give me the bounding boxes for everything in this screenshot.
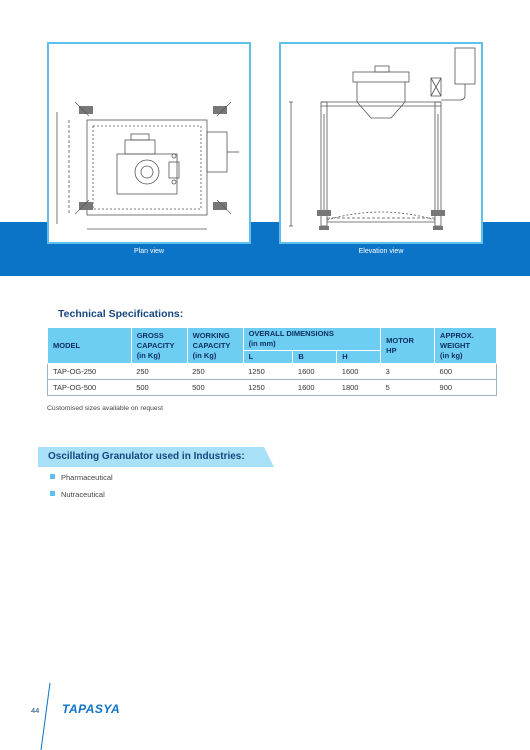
- industries-title: Oscillating Granulator used in Industries:: [48, 451, 245, 462]
- header-h: H: [337, 351, 381, 364]
- header-motor-hp: [381, 328, 435, 364]
- table-row: [48, 380, 497, 396]
- customised-sizes-note: Customised sizes available on request: [47, 405, 163, 412]
- elevation-view-caption: Elevation view: [358, 248, 404, 255]
- page-number: 44: [31, 706, 40, 715]
- header-motor-line-1: MOTOR: [386, 335, 414, 345]
- header-working-line-2: CAPACITY: [192, 340, 231, 350]
- industry-label: Pharmaceutical: [61, 473, 113, 482]
- header-working-line-3: (in Kg): [192, 350, 217, 360]
- cell-weight: 600: [435, 364, 497, 380]
- header-motor-line-2: HP: [386, 345, 397, 355]
- plan-view-illustration: [49, 44, 249, 242]
- header-b: B: [293, 351, 337, 364]
- header-gross-line-1: GROSS: [136, 330, 164, 340]
- header-weight-line-1: APPROX.: [440, 330, 474, 340]
- header-gross-line-2: CAPACITY: [136, 340, 175, 350]
- specs-header-row-1: [48, 328, 497, 351]
- header-approx-weight: [435, 328, 497, 364]
- cell-l: 1250: [243, 380, 293, 396]
- cell-working: 500: [187, 380, 243, 396]
- list-item: [50, 473, 113, 482]
- cell-motor: 3: [381, 364, 435, 380]
- header-weight-line-3: (in kg): [440, 350, 463, 360]
- bullet-square-icon: [50, 474, 55, 479]
- elevation-view-drawing: [279, 42, 483, 244]
- cell-b: 1600: [293, 364, 337, 380]
- cell-h: 1800: [337, 380, 381, 396]
- plan-view-caption: Plan view: [134, 248, 164, 255]
- list-item: [50, 490, 105, 499]
- header-gross-line-3: (in Kg): [136, 350, 161, 360]
- header-overall-line-1: OVERALL DIMENSIONS: [248, 329, 334, 338]
- industries-banner: [38, 447, 274, 467]
- cell-working: 250: [187, 364, 243, 380]
- cell-motor: 5: [381, 380, 435, 396]
- cell-model: TAP-OG-500: [48, 380, 132, 396]
- specs-table: [47, 327, 497, 396]
- cell-weight: 900: [435, 380, 497, 396]
- header-working-capacity: [187, 328, 243, 364]
- elevation-view-illustration: [281, 44, 481, 242]
- cell-h: 1600: [337, 364, 381, 380]
- table-row: [48, 364, 497, 380]
- header-overall-dimensions: [243, 328, 381, 351]
- header-weight-line-2: WEIGHT: [440, 340, 471, 350]
- cell-gross: 250: [131, 364, 187, 380]
- cell-b: 1600: [293, 380, 337, 396]
- header-working-line-1: WORKING: [192, 330, 230, 340]
- header-l: L: [243, 351, 293, 364]
- cell-model: TAP-OG-250: [48, 364, 132, 380]
- bullet-square-icon: [50, 491, 55, 496]
- industry-label: Nutraceutical: [61, 490, 105, 499]
- cell-l: 1250: [243, 364, 293, 380]
- cell-gross: 500: [131, 380, 187, 396]
- plan-view-drawing: [47, 42, 251, 244]
- company-logo: TAPASYA: [62, 702, 121, 716]
- header-gross-capacity: [131, 328, 187, 364]
- header-model: MODEL: [48, 328, 132, 364]
- specs-title: Technical Specifications:: [58, 308, 184, 320]
- header-overall-line-2: (in mm): [248, 339, 276, 348]
